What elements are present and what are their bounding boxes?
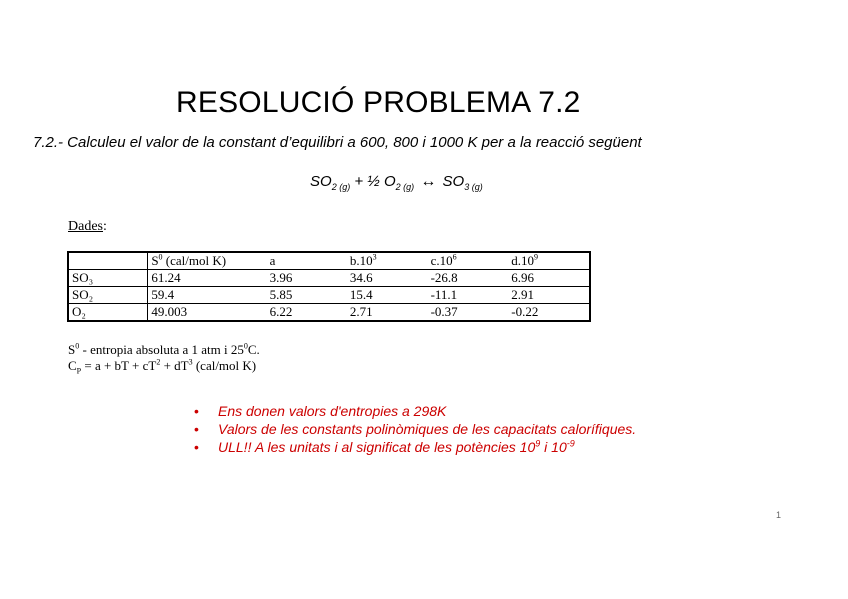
cell-species: O₂ [68,304,148,322]
table-row [68,270,590,287]
header-s0: $S^0$ (cal/mol K) [148,252,267,270]
cell-species: SO₃ [68,270,148,287]
problem-statement: 7.2.- Calculeu el valor de la constant d’equilibri a 600, 800 i 1000 K per a la reacció següent [33,134,642,151]
header-species [68,252,148,270]
cell-a: 3.96 [267,270,347,287]
table-row [68,287,590,304]
header-a: a [267,252,347,270]
cell-a: 5.85 [267,287,347,304]
cell-d: -0.22 [508,304,590,322]
page-title: RESOLUCIÓ PROBLEMA 7.2 [176,86,581,119]
cell-s0: 61.24 [148,270,267,287]
equilibrium-arrow-icon: ↔ [420,173,437,190]
reactant-o2-sub: 2 (g) [395,182,415,192]
product-so3-sub: 3 (g) [464,182,483,192]
cell-b: 34.6 [347,270,428,287]
list-item: • ULL!! A les unitats i al significat de les potències $10^9$ i $10^{-9}$ [194,438,575,455]
reactant-o2: + ½ O [350,173,396,190]
cp-formula: $C_P = a$ + bT + $cT^2 + dT^3$ (cal/mol K) [68,357,257,376]
bullet-icon: • [194,403,199,419]
entropy-note: $S^0$ - entropia absoluta a 1 atm i $25^0C$. [68,341,260,357]
table-header-row [68,252,590,270]
list-item: • Valors de les constants polinòmiques de les capacitats calorífiques. [194,421,637,437]
header-d: $d.10^9$ [508,252,590,270]
cell-b: 2.71 [347,304,428,322]
product-so3: SO [442,173,465,190]
table-row [68,304,590,322]
bullet-icon: • [194,421,199,437]
notes-block [68,342,260,374]
cell-d: 2.91 [508,287,590,304]
reaction-equation [310,173,483,192]
cell-s0: 49.003 [148,304,267,322]
bullet-icon: • [194,439,199,455]
page-number: 1 [776,510,782,520]
cell-c: -26.8 [428,270,509,287]
cell-c: -11.1 [428,287,509,304]
reactant-so2: SO [310,173,332,190]
hint-list [194,402,644,456]
cell-b: 15.4 [347,287,428,304]
cell-s0: 59.4 [148,287,267,304]
cell-species: SO₂ [68,287,148,304]
cell-c: -0.37 [428,304,509,322]
data-table [67,251,591,322]
header-c: $c.10^6$ [428,252,509,270]
reactant-so2-sub: 2 (g) [331,182,351,192]
list-item: • Ens donen valors d'entropies a 298K [194,403,447,419]
cell-d: 6.96 [508,270,590,287]
dades-label: Dades: [68,219,107,234]
header-b: $b.10^3$ [347,252,428,270]
cell-a: 6.22 [267,304,347,322]
